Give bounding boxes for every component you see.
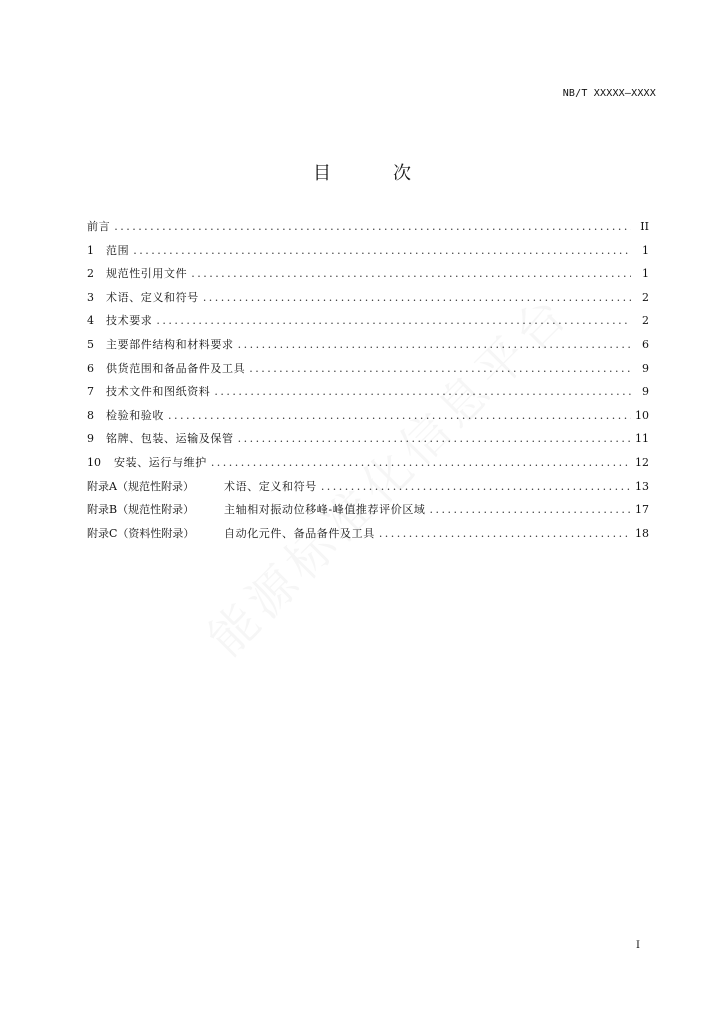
- toc-page-number: 2: [642, 290, 649, 304]
- toc-entry-text: 前言: [87, 220, 111, 233]
- toc-entry-number: 8: [87, 408, 94, 422]
- toc-entry-number: 1: [87, 243, 94, 257]
- toc-leader-dots: [203, 291, 631, 304]
- toc-entry-text: 主要部件结构和材料要求: [106, 337, 234, 351]
- toc-leader-dots: [238, 338, 631, 351]
- toc-entry-2[interactable]: [87, 265, 649, 289]
- toc-entry-text: 供货范围和备品备件及工具: [106, 361, 246, 375]
- document-code: NB/T XXXXX—XXXX: [562, 88, 656, 99]
- toc-entry-number: 5: [87, 337, 94, 351]
- toc-entry-text: 主轴相对振动位移峰-峰值推荐评价区域: [224, 503, 426, 517]
- toc-entry-5[interactable]: [87, 336, 649, 360]
- toc-page-number: 13: [635, 479, 649, 493]
- page-number: I: [636, 940, 640, 951]
- toc-entry-7[interactable]: [87, 383, 649, 407]
- toc-entry-text: 术语、定义和符号: [106, 290, 199, 304]
- toc-leader-dots: [156, 314, 631, 327]
- toc-page-number: 17: [635, 503, 649, 517]
- toc-entry-8[interactable]: [87, 407, 649, 431]
- toc-entry-text: 技术要求: [106, 314, 153, 328]
- toc-entry-number: 4: [87, 314, 94, 328]
- toc-leader-dots: [430, 503, 631, 516]
- toc-entry-appendix-a[interactable]: [87, 478, 649, 502]
- toc-entry-number: 10: [87, 455, 101, 469]
- toc-appendix-label: 附录A（规范性附录）: [87, 479, 194, 493]
- toc-entry-9[interactable]: [87, 430, 649, 454]
- toc-leader-dots: [168, 409, 631, 422]
- toc-leader-dots: [321, 480, 631, 493]
- toc-entry-number: 9: [87, 432, 94, 446]
- toc-entry-1[interactable]: [87, 242, 649, 266]
- toc-appendix-label: 附录B（规范性附录）: [87, 503, 195, 517]
- toc-entry-number: 6: [87, 361, 94, 375]
- toc-entry-text: 自动化元件、备品备件及工具: [224, 526, 375, 540]
- table-of-contents: [87, 218, 649, 548]
- toc-leader-dots: [191, 267, 631, 280]
- toc-entry-number: 7: [87, 385, 94, 399]
- toc-page-number: 9: [642, 361, 649, 375]
- toc-leader-dots: [214, 385, 631, 398]
- toc-page-number: 11: [635, 432, 649, 446]
- toc-page-number: 2: [642, 314, 649, 328]
- toc-leader-dots: [238, 432, 631, 445]
- toc-leader-dots: [114, 220, 631, 233]
- toc-page-number: 1: [642, 267, 649, 281]
- toc-leader-dots: [249, 362, 631, 375]
- toc-entry-text: 规范性引用文件: [106, 267, 188, 281]
- toc-entry-text: 检验和验收: [106, 408, 164, 422]
- toc-entry-4[interactable]: [87, 312, 649, 336]
- toc-entry-appendix-c[interactable]: [87, 525, 649, 549]
- toc-entry-number: 2: [87, 267, 94, 281]
- toc-leader-dots: [211, 456, 631, 469]
- toc-entry-text: 技术文件和图纸资料: [106, 385, 211, 399]
- toc-entry-text: 术语、定义和符号: [224, 479, 317, 493]
- toc-page-number: 12: [635, 455, 649, 469]
- toc-entry-text: 范围: [106, 243, 130, 257]
- toc-entry-3[interactable]: [87, 289, 649, 313]
- toc-leader-dots: [133, 244, 631, 257]
- toc-page-number: 1: [642, 243, 649, 257]
- toc-entry-number: 3: [87, 290, 94, 304]
- toc-entry-6[interactable]: [87, 360, 649, 384]
- toc-page-number: II: [640, 220, 649, 233]
- toc-page-number: 10: [635, 408, 649, 422]
- toc-leader-dots: [379, 527, 631, 540]
- toc-title: 目 次: [313, 163, 433, 184]
- toc-appendix-label: 附录C（资料性附录）: [87, 526, 195, 540]
- toc-entry-10[interactable]: [87, 454, 649, 478]
- toc-entry-text: 铭牌、包装、运输及保管: [106, 432, 234, 446]
- toc-page-number: 18: [635, 526, 649, 540]
- toc-entry-text: 安装、运行与维护: [114, 455, 207, 469]
- toc-page-number: 6: [642, 337, 649, 351]
- toc-page-number: 9: [642, 385, 649, 399]
- toc-entry-appendix-b[interactable]: [87, 501, 649, 525]
- toc-entry-foreword[interactable]: [87, 218, 649, 242]
